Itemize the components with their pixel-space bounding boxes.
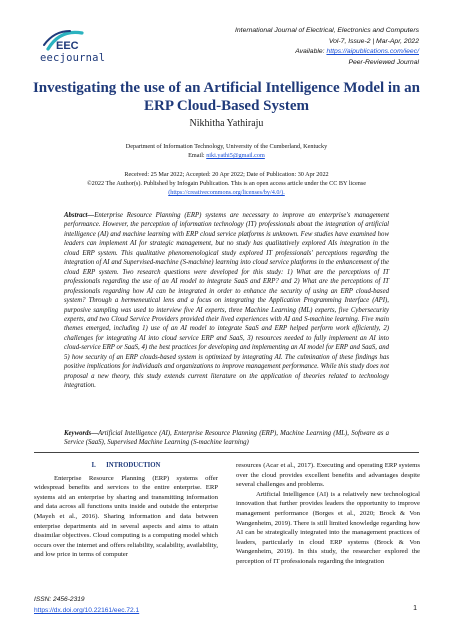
paper-title: Investigating the use of an Artificial Intelligence Model in an ERP Cloud-Based System xyxy=(32,80,421,114)
keywords-label: Keywords xyxy=(64,430,92,437)
journal-meta xyxy=(235,26,419,68)
section-heading-introduction: I. INTRODUCTION xyxy=(91,462,161,469)
logo-text: eecjournal xyxy=(40,52,106,64)
available-label: Available: xyxy=(295,48,325,55)
journal-volume: Vol-7, Issue-2 | Mar-Apr, 2022 xyxy=(328,37,419,45)
abstract-label: Abstract xyxy=(64,212,88,219)
email-link[interactable]: niki.yathi5@gmail.com xyxy=(206,152,265,159)
license-text: ©2022 The Author(s). Published by Infogain Publication. This is an open access article under the CC BY license xyxy=(86,180,367,187)
publication-dates: Received: 25 Mar 2022; Accepted: 20 Apr 2022; Date of Publication: 30 Apr 2022 xyxy=(124,171,329,178)
doi-link[interactable]: https://dx.doi.org/10.22161/eec.72.1 xyxy=(34,607,140,614)
intro-paragraph-1-continued: resources (Acar et al., 2017). Executing and operating ERP systems over the cloud provides excellent benefits and advantages despite several challenges and problems. xyxy=(236,462,420,489)
journal-url-link[interactable]: https://aipublications.com/ieec/ xyxy=(326,48,419,55)
journal-availability xyxy=(235,47,419,58)
keywords: Keywords—Artificial Intelligence (AI), Enterprise Resource Planning (ERP), Machine Learning (ML), Software as a Service (SaaS), Supervised Machine Learning (S-machine learning) xyxy=(64,430,389,447)
publication-info xyxy=(30,170,423,197)
logo-mark: EEC xyxy=(56,40,79,52)
email-line xyxy=(30,151,423,160)
email-label: Email: xyxy=(188,152,205,159)
issn: ISSN: 2456-2319 xyxy=(34,596,85,603)
body-column-left xyxy=(34,461,218,560)
journal-name: International Journal of Electrical, Electronics and Computers xyxy=(235,27,419,34)
paper-author: Nikhitha Yathiraju xyxy=(189,118,264,129)
section-divider xyxy=(34,452,419,453)
license-link[interactable]: (https://creativecommons.org/licenses/by/4.0/). xyxy=(168,189,285,196)
page-number: 1 xyxy=(413,605,417,612)
peer-review-note: Peer-Reviewed Journal xyxy=(348,58,419,66)
abstract-text: Enterprise Resource Planning (ERP) systems are necessary to improve an enterprise's management performance. However, the perception of information technology (IT) professionals about the integration of artificial intelligence (AI) and machine learning with ERP cloud service platforms is unknown. Few studies have examined how leaders can implement AI for strategic management, but no study has qualitatively explored AIs integration in the cloud ERP system. This qualitative phenomenological study explored IT professionals' perceptions regarding the integration of AI and Supervised-machine (S-machine) learning into cloud service platforms in the enhancement of the cloud ERP system. Two research questions were developed for this study: 1) What are the perceptions of IT professionals regarding the use of an AI model to integrate SaaS and ERP? and 2) What are the perceptions of IT professionals regarding how AI can be integrated in order to enhance the security of using an ERP cloud-based system? Through a hermeneutical lens and a focus on integrating the Application Programming Interface (API), purposive sampling was used to interview five AI experts, three Machine Learning (ML) experts, five Cybersecurity experts, and two Cloud Service Providers provided their lived experiences with AI and S-machine learning. Five main themes emerged, including 1) use of an AI model to integrate SaaS and ERP helped perform work efficiently, 2) challenges for integrating AI into cloud service ERP and SaaS, 3) resources needed to fully implement an AI into cloud-service ERP or SaaS, 4) the best practices for developing and implementing an AI model for ERP and SaaS, and 5) how security of an ERP clouds-based system is optimized by integrating AI. The culmination of these findings has positive implications for individuals and organizations to improve management performance. While this study does not proposal a new theory, this study extends current literature on the application of theories related to technology integration. xyxy=(64,212,389,390)
intro-paragraph-1: Enterprise Resource Planning (ERP) systems offer widespread benefits and services to the entire enterprise. ERP systems aid an enterprise by sharing and transmitting information and data across all functions units inside and outside the enterprise (Mayeh et al., 2016). Sharing information and data between enterprise departments aid in several aspects and aims to attain dissimilar objectives. Cloud computing is a computing model which occurs over the internet and offers reliability, scalability, availability, and low price in terms of computer xyxy=(34,474,218,559)
keywords-text: Artificial Intelligence (AI), Enterprise Resource Planning (ERP), Machine Learning (ML), Software as a Service (SaaS), Supervised Machine Learning (S-machine learning) xyxy=(64,430,389,447)
affiliation: Department of Information Technology, University of the Cumberland, Kentucky xyxy=(125,143,328,150)
intro-paragraph-2: Artificial Intelligence (AI) is a relatively new technological innovation that further provides leaders the opportunity to improve management performance (Borges et al., 2020; Brock & Von Wangenheim, 2019). There is still limited knowledge regarding how AI can be strategically integrated into the management practices of leaders, particularly in cloud ERP systems (Brock & Von Wangenheim, 2019). In this study, the researcher explored the perception of IT professionals regarding the integration xyxy=(236,490,420,565)
body-column-right xyxy=(236,461,420,567)
abstract: Abstract—Enterprise Resource Planning (ERP) systems are necessary to improve an enterprise's management performance. However, the perception of information technology (IT) professionals about the integration of artificial intelligence (AI) and machine learning with ERP cloud service platforms is unknown. Few studies have examined how leaders can implement AI for strategic management, but no study has qualitatively explored AIs integration in the cloud ERP system. This qualitative phenomenological study explored IT professionals' perceptions regarding the integration of AI and Supervised-machine (S-machine) learning into cloud service platforms in the enhancement of the cloud ERP system. Two research questions were developed for this study: 1) What are the perceptions of IT professionals regarding the use of an AI model to integrate SaaS and ERP? and 2) What are the perceptions of IT professionals regarding how AI can be integrated in order to enhance the security of using an ERP cloud-based system? Through a hermeneutical lens and a focus on integrating the Application Programming Interface (API), purposive sampling was used to interview five AI experts, three Machine Learning (ML) experts, five Cybersecurity experts, and two Cloud Service Providers provided their lived experiences with AI and S-machine learning. Five main themes emerged, including 1) use of an AI model to integrate SaaS and ERP helped perform work efficiently, 2) challenges for integrating AI into cloud service ERP and SaaS, 3) resources needed to fully implement an AI into cloud-service ERP or SaaS, 4) the best practices for developing and implementing an AI model for ERP and SaaS, and 5) how security of an ERP clouds-based system is optimized by integrating AI. The culmination of these findings has positive implications for individuals and organizations to improve management performance. While this study does not proposal a new theory, this study extends current literature on the application of theories related to technology integration. xyxy=(64,212,389,390)
page-footer xyxy=(34,594,139,616)
author-affiliation-block xyxy=(30,142,423,160)
